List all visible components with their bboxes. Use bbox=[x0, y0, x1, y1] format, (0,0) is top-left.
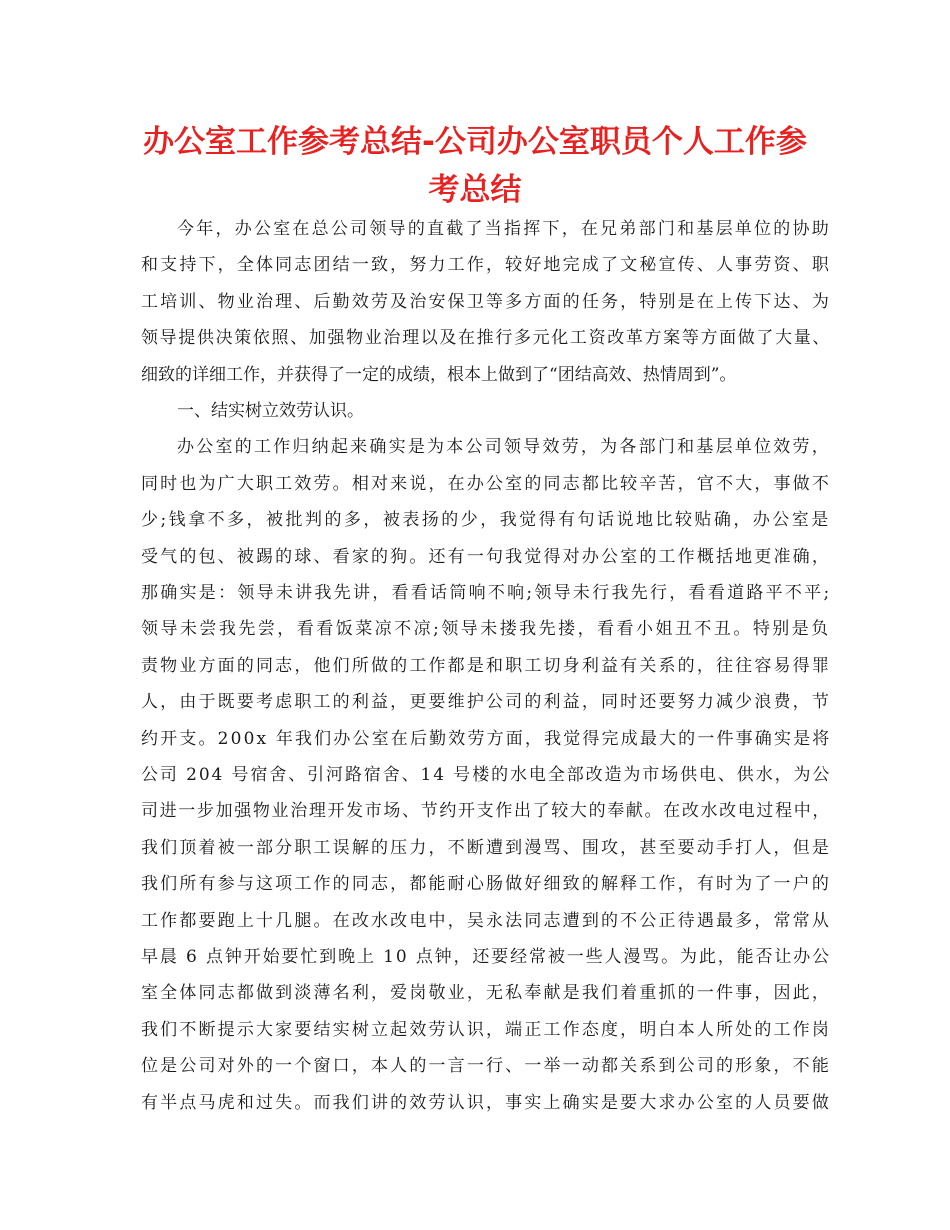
text-line: 办公室的工作归纳起来确实是为本公司领导效劳，为各部门和基层单位效劳， bbox=[177, 437, 831, 458]
text-line: 早晨 6 点钟开始要忙到晚上 10 点钟，还要经常被一些人漫骂。为此，能否让办公 bbox=[141, 947, 831, 967]
text-line: 我们顶着被一部分职工误解的压力，不断遭到漫骂、围攻，甚至要动手打人，但是 bbox=[141, 837, 831, 858]
text-line: 一、结实树立效劳认识。 bbox=[177, 401, 364, 421]
text-line: 受气的包、被踢的球、看家的狗。还有一句我觉得对办公室的工作概括地更准确， bbox=[141, 546, 831, 567]
text-line: 公司 204 号宿舍、引河路宿舍、14 号楼的水电全部改造为市场供电、供水，为公 bbox=[141, 765, 831, 785]
text-line: 工作都要跑上十几腿。在改水改电中，吴永法同志遭到的不公正待遇最多，常常从 bbox=[141, 910, 831, 931]
title-line-1: 办公室工作参考总结-公司办公室职员个人工作参 bbox=[143, 124, 807, 160]
text-line: 责物业方面的同志，他们所做的工作都是和职工切身利益有关系的，往往容易得罪 bbox=[141, 655, 831, 676]
text-line: 同时也为广大职工效劳。相对来说，在办公室的同志都比较辛苦，官不大，事做不 bbox=[141, 473, 831, 494]
text-line: 今年，办公室在总公司领导的直截了当指挥下，在兄弟部门和基层单位的协助 bbox=[177, 219, 831, 239]
text-line: 有半点马虎和过失。而我们讲的效劳认识，事实上确实是要大求办公室的人员要做 bbox=[141, 1092, 831, 1113]
document-title bbox=[120, 118, 830, 214]
text-line: 室全体同志都做到淡薄名利，爱岗敬业，无私奉献是我们着重抓的一件事，因此， bbox=[141, 983, 831, 1004]
text-line: 领导未尝我先尝，看看饭菜凉不凉;领导未搂我先搂，看看小姐丑不丑。特别是负 bbox=[141, 619, 831, 640]
text-line: 我们不断提示大家要结实树立起效劳认识，端正工作态度，明白本人所处的工作岗 bbox=[141, 1019, 831, 1040]
title-line-2: 考总结 bbox=[428, 172, 522, 208]
text-line: 细致的详细工作，并获得了一定的成绩，根本上做到了“团结高效、热情周到”。 bbox=[141, 364, 737, 385]
text-line: 司进一步加强物业治理开发市场、节约开支作出了较大的奉献。在改水改电过程中， bbox=[141, 801, 831, 822]
text-line: 位是公司对外的一个窗口，本人的一言一行、一举一动都关系到公司的形象，不能 bbox=[141, 1056, 831, 1077]
text-line: 那确实是：领导未讲我先讲，看看话筒响不响;领导未行我先行，看看道路平不平; bbox=[141, 583, 831, 603]
text-line: 约开支。200x 年我们办公室在后勤效劳方面，我觉得完成最大的一件事确实是将 bbox=[141, 728, 831, 749]
text-line: 和支持下，全体同志团结一致，努力工作，较好地完成了文秘宣传、人事劳资、职 bbox=[141, 255, 831, 276]
text-line: 少;钱拿不多，被批判的多，被表扬的少，我觉得有句话说地比较贴确，办公室是 bbox=[141, 510, 831, 531]
text-line: 我们所有参与这项工作的同志，都能耐心肠做好细致的解释工作，有时为了一户的 bbox=[141, 874, 831, 895]
text-line: 领导提供决策依照、加强物业治理以及在推行多元化工资改革方案等方面做了大量、 bbox=[141, 328, 831, 349]
text-line: 工培训、物业治理、后勤效劳及治安保卫等多方面的任务，特别是在上传下达、为 bbox=[141, 291, 831, 312]
text-line: 人，由于既要考虑职工的利益，更要维护公司的利益，同时还要努力减少浪费，节 bbox=[141, 692, 831, 713]
